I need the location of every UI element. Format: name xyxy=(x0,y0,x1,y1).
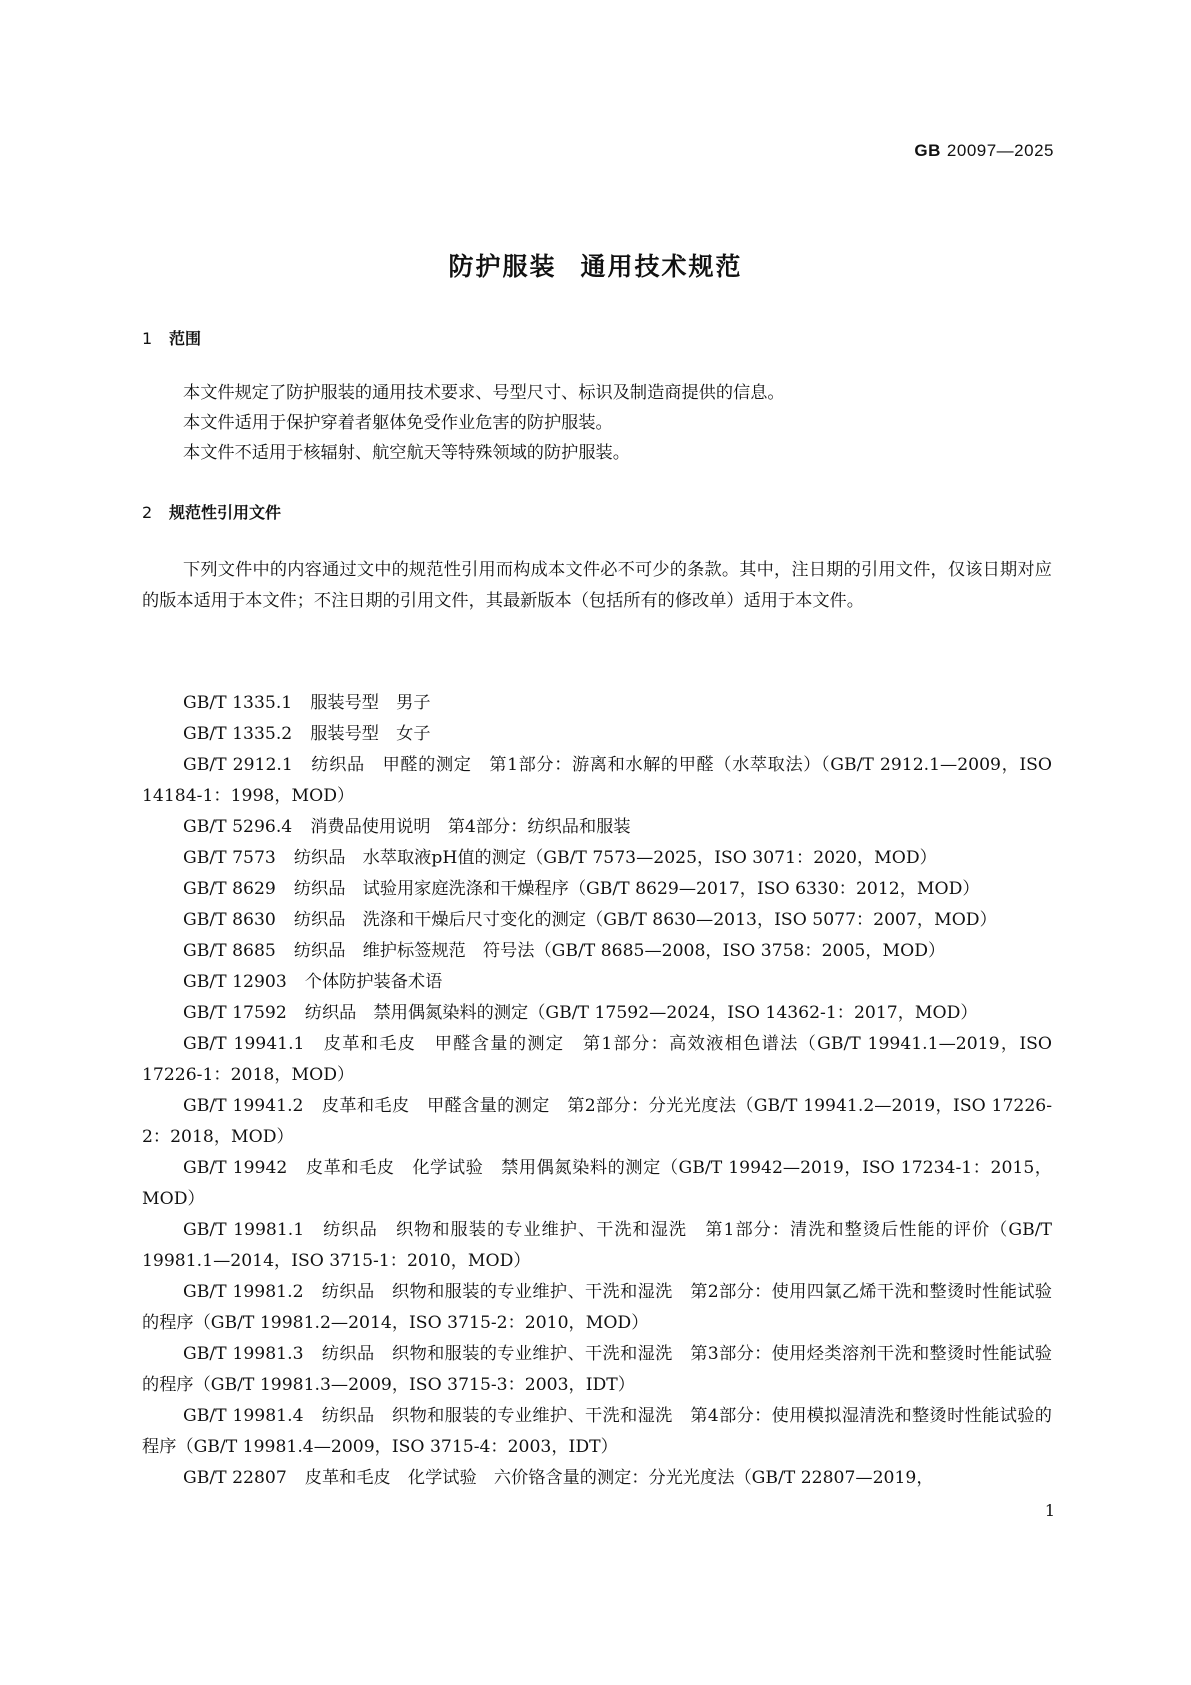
standard-code: 20097—2025 xyxy=(946,141,1054,160)
references-intro: 下列文件中的内容通过文中的规范性引用而构成本文件必不可少的条款。其中，注日期的引用文件，仅该日期对应的版本适用于本文件；不注日期的引用文件，其最新版本（包括所有的修改单）适用于本文件。 xyxy=(142,560,1052,611)
reference-item xyxy=(142,1401,1052,1463)
reference-code: GB/T 19942 xyxy=(183,1158,288,1178)
reference-item xyxy=(142,967,1052,998)
reference-title: 纺织品 甲醛的测定 第1部分：游离和水解的甲醛（水萃取法）（GB/T 2912.1—2009，ISO 14184-1：1998，MOD） xyxy=(142,755,1053,806)
reference-title: 纺织品 织物和服装的专业维护、干洗和湿洗 第1部分：清洗和整烫后性能的评价（GB/T 19981.1—2014，ISO 3715-1：2010，MOD） xyxy=(142,1220,1052,1271)
reference-item xyxy=(142,812,1052,843)
reference-title: 服装号型 男子 xyxy=(310,693,431,713)
reference-item xyxy=(142,905,1052,936)
reference-item xyxy=(142,688,1052,719)
section-1-heading xyxy=(142,326,201,349)
reference-code: GB/T 19981.4 xyxy=(183,1406,304,1426)
reference-code: GB/T 1335.2 xyxy=(183,724,293,744)
reference-title: 纺织品 织物和服装的专业维护、干洗和湿洗 第2部分：使用四氯乙烯干洗和整烫时性能试验的程序（GB/T 19981.2—2014，ISO 3715-2：2010，MOD） xyxy=(142,1282,1052,1333)
reference-title: 个体防护装备术语 xyxy=(304,972,443,992)
reference-item xyxy=(142,1339,1052,1401)
reference-title: 纺织品 试验用家庭洗涤和干燥程序（GB/T 8629—2017，ISO 6330：2012，MOD） xyxy=(293,879,980,899)
reference-title: 纺织品 水萃取液pH值的测定（GB/T 7573—2025，ISO 3071：2020，MOD） xyxy=(293,848,937,868)
reference-code: GB/T 5296.4 xyxy=(183,817,293,837)
reference-code: GB/T 19941.2 xyxy=(183,1096,304,1116)
reference-item xyxy=(142,1029,1052,1091)
reference-title: 纺织品 维护标签规范 符号法（GB/T 8685—2008，ISO 3758：2005，MOD） xyxy=(293,941,946,961)
title-part-2: 通用技术规范 xyxy=(580,252,743,281)
reference-item xyxy=(142,1277,1052,1339)
section-2-title: 规范性引用文件 xyxy=(169,503,282,522)
section-1-title: 范围 xyxy=(169,329,202,348)
reference-code: GB/T 12903 xyxy=(183,972,287,992)
document-title xyxy=(0,247,1191,283)
reference-title: 皮革和毛皮 化学试验 六价铬含量的测定：分光光度法（GB/T 22807—2019， xyxy=(304,1468,934,1488)
reference-title: 皮革和毛皮 化学试验 禁用偶氮染料的测定（GB/T 19942—2019，ISO 17234-1：2015，MOD） xyxy=(142,1158,1052,1209)
reference-code: GB/T 19981.2 xyxy=(183,1282,304,1302)
standard-number xyxy=(914,141,1054,161)
reference-code: GB/T 8629 xyxy=(183,879,276,899)
reference-item xyxy=(142,843,1052,874)
reference-code: GB/T 19941.1 xyxy=(183,1034,305,1054)
reference-code: GB/T 2912.1 xyxy=(183,755,293,775)
scope-paragraph-1: 本文件规定了防护服装的通用技术要求、号型尺寸、标识及制造商提供的信息。 xyxy=(183,383,785,403)
reference-title: 皮革和毛皮 甲醛含量的测定 第2部分：分光光度法（GB/T 19941.2—2019，ISO 17226-2：2018，MOD） xyxy=(142,1096,1052,1147)
reference-item xyxy=(142,874,1052,905)
page-number: 1 xyxy=(1044,1501,1055,1520)
scope-paragraph-3: 本文件不适用于核辐射、航空航天等特殊领域的防护服装。 xyxy=(183,443,630,463)
reference-code: GB/T 19981.1 xyxy=(183,1220,305,1240)
reference-title: 皮革和毛皮 甲醛含量的测定 第1部分：高效液相色谱法（GB/T 19941.1—2019，ISO 17226-1：2018，MOD） xyxy=(142,1034,1052,1085)
reference-item xyxy=(142,1153,1052,1215)
scope-paragraph-2: 本文件适用于保护穿着者躯体免受作业危害的防护服装。 xyxy=(183,413,613,433)
reference-list xyxy=(142,688,1052,1494)
reference-code: GB/T 22807 xyxy=(183,1468,287,1488)
title-part-1: 防护服装 xyxy=(448,252,557,281)
section-1-number: 1 xyxy=(142,329,153,348)
reference-code: GB/T 8630 xyxy=(183,910,276,930)
reference-title: 纺织品 织物和服装的专业维护、干洗和湿洗 第4部分：使用模拟湿清洗和整烫时性能试验的程序（GB/T 19981.4—2009，ISO 3715-4：2003，IDT） xyxy=(142,1406,1052,1457)
reference-title: 消费品使用说明 第4部分：纺织品和服装 xyxy=(310,817,631,837)
reference-code: GB/T 7573 xyxy=(183,848,276,868)
reference-title: 纺织品 织物和服装的专业维护、干洗和湿洗 第3部分：使用烃类溶剂干洗和整烫时性能试验的程序（GB/T 19981.3—2009，ISO 3715-3：2003，IDT） xyxy=(142,1344,1052,1395)
section-2-heading xyxy=(142,500,281,523)
reference-item xyxy=(142,719,1052,750)
reference-item xyxy=(142,750,1052,812)
reference-item xyxy=(142,936,1052,967)
reference-item xyxy=(142,1215,1052,1277)
reference-code: GB/T 17592 xyxy=(183,1003,287,1023)
standard-prefix: GB xyxy=(914,141,941,160)
reference-item xyxy=(142,1463,1052,1494)
reference-code: GB/T 1335.1 xyxy=(183,693,293,713)
reference-code: GB/T 19981.3 xyxy=(183,1344,304,1364)
reference-title: 纺织品 洗涤和干燥后尺寸变化的测定（GB/T 8630—2013，ISO 5077：2007，MOD） xyxy=(293,910,997,930)
section-2-number: 2 xyxy=(142,503,153,522)
reference-item xyxy=(142,1091,1052,1153)
reference-title: 纺织品 禁用偶氮染料的测定（GB/T 17592—2024，ISO 14362-1：2017，MOD） xyxy=(304,1003,978,1023)
reference-code: GB/T 8685 xyxy=(183,941,276,961)
reference-title: 服装号型 女子 xyxy=(310,724,431,744)
reference-item xyxy=(142,998,1052,1029)
